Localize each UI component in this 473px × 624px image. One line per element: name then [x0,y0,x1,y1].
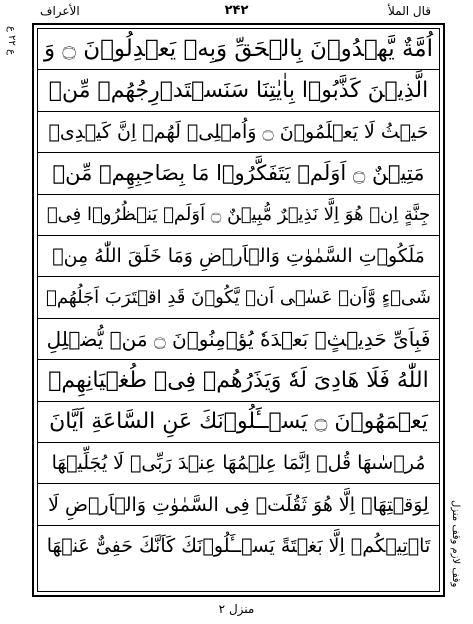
verse-line [38,70,439,111]
inner-border [37,28,440,592]
verse-line [38,236,439,277]
verse-line [38,319,439,360]
verse-line [38,360,439,401]
verse-line-text: مَتِيۡنٌ ۝ اَوَلَمۡ يَتَفَكَّرُوۡا مَا بِصَاحِبِهِمۡ مِّنۡ [52,161,425,186]
verse-line-text: لِوَقۡتِهَاۤ اِلَّا هُوَ ثَقُلَتۡ فِى السَّمٰوٰتِ وَالۡاَرۡضِ لَا [48,493,429,516]
verse-line [38,195,439,236]
verse-line-text: اُمَّةٌ يَّهۡدُوۡنَ بِالۡحَقِّ وَبِهٖ يَعۡدِلُوۡنَ ۝ وَ [43,36,434,63]
verse-line [38,29,439,70]
verse-line-text: حَيۡثُ لَا يَعۡلَمُوۡنَ ۝ وَاُمۡلِىۡ لَهُمۡ اِنَّ كَيۡدِىۡ [48,120,429,143]
verse-line [38,153,439,194]
page-number: ۲۴۲ [224,3,249,18]
verse-line [38,277,439,318]
verse-line-text: جِنَّةٍ اِنۡ هُوَ اِلَّا نَذِيۡرٌ مُّبِيۡنٌ ۝ اَوَلَمۡ يَنۡظُرُوۡا فِىۡ [46,204,431,226]
verse-line-text: تَاۡتِيۡكُمۡ اِلَّا بَغۡتَةً يَسۡــَٔلُوۡنَكَ كَاَنَّكَ حَفِىٌّ عَنۡهَا [46,535,431,558]
verse-line [38,443,439,484]
verse-line-text: مُرۡسٰٮهَا قُلۡ اِنَّمَا عِلۡمُهَا عِنۡدَ رَبِّىۡ لَا يُجَلِّيۡهَا [51,452,426,475]
page-header [0,0,473,22]
verse-line-text: مَلَكُوۡتِ السَّمٰوٰتِ وَالۡاَرۡضِ وَمَا خَلَقَ اللّٰهُ مِنۡ [52,245,425,268]
verse-line-text: اللّٰهُ فَلَا هَادِىَ لَهٗ وَيَذَرُهُمۡ فِىۡ طُغۡيَانِهِمۡ [48,367,429,393]
verse-line [38,484,439,525]
verse-line-text: الَّذِيۡنَ كَذَّبُوۡا بِاٰيٰتِنَا سَنَسۡتَدۡرِجُهُمۡ مِّنۡ [48,78,429,104]
juz-name: قال الملأ [387,4,431,18]
verse-line [38,402,439,443]
verse-line [38,526,439,567]
verse-line [38,112,439,153]
verse-line-text: فَبِاَىِّ حَدِيۡثٍۢ بَعۡدَهٗ يُؤۡمِنُوۡنَ ۝ مَنۡ يُّضۡلِلِ [46,326,431,351]
surah-name: الأعراف [40,4,80,18]
verse-line-text: شَىۡءٍ وَّاَنۡ عَسٰۤى اَنۡ يَّكُوۡنَ قَدِ اقۡتَرَبَ اَجَلُهُمۡ [46,287,431,309]
ruku-marker: ع ۲۲ ع [6,26,17,56]
verse-line-text: يَعۡمَهُوۡنَ ۝ يَسۡــَٔلُوۡنَكَ عَنِ السَّاعَةِ اَيَّانَ [49,409,428,435]
waqf-note: وقف لازم وقف منزل [450,500,461,588]
manzil-footer: منزل ۲ [218,602,255,616]
text-frame [32,23,445,597]
verse-lines [38,29,439,591]
